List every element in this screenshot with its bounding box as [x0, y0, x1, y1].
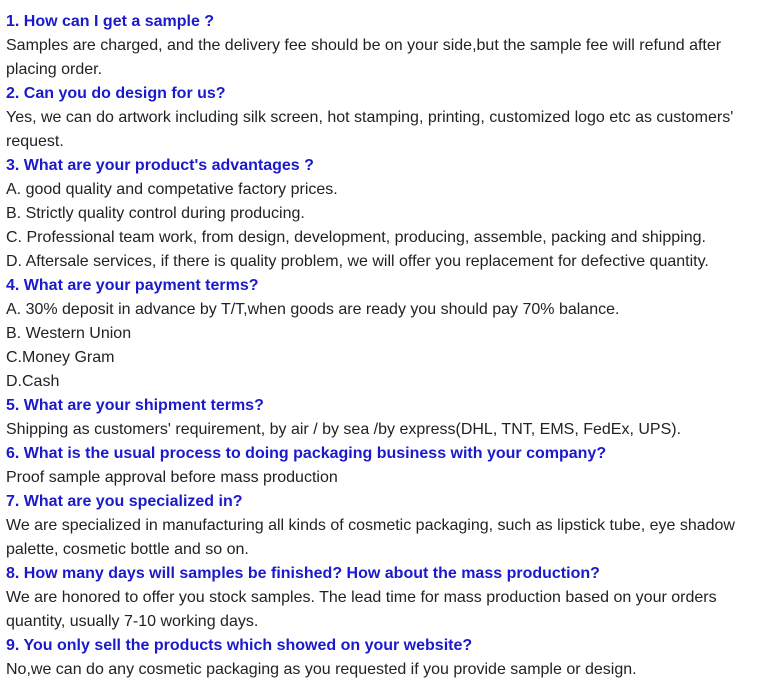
- faq-answer-line: B. Strictly quality control during producing.: [6, 205, 305, 222]
- faq-answer-line: C.Money Gram: [6, 349, 115, 366]
- faq-item-9: [6, 634, 765, 682]
- faq-item-6: [6, 442, 765, 490]
- faq-question: 3. What are your product's advantages ?: [6, 157, 314, 174]
- faq-item-1: [6, 10, 765, 82]
- faq-question: 9. You only sell the products which showed on your website?: [6, 637, 473, 654]
- faq-answer-line: Shipping as customers' requirement, by air / by sea /by express(DHL, TNT, EMS, FedEx, UPS).: [6, 421, 682, 438]
- faq-question: 2. Can you do design for us?: [6, 85, 226, 102]
- faq-question: 6. What is the usual process to doing packaging business with your company?: [6, 445, 607, 462]
- faq-question: 4. What are your payment terms?: [6, 277, 259, 294]
- faq-answer-line: D. Aftersale services, if there is quality problem, we will offer you replacement for defective quantity.: [6, 253, 709, 270]
- faq-item-5: [6, 394, 765, 442]
- faq-answer-line: We are specialized in manufacturing all kinds of cosmetic packaging, such as lipstick tube, eye shadow: [6, 517, 735, 534]
- faq-answer-line: Proof sample approval before mass production: [6, 469, 338, 486]
- faq-answer-line: palette, cosmetic bottle and so on.: [6, 541, 249, 558]
- faq-question: 1. How can I get a sample ?: [6, 13, 215, 30]
- faq-item-4: [6, 274, 765, 394]
- faq-answer-line: quantity, usually 7-10 working days.: [6, 613, 259, 630]
- faq-item-2: [6, 82, 765, 154]
- faq-answer-line: C. Professional team work, from design, development, producing, assemble, packing and shipping.: [6, 229, 706, 246]
- faq-item-8: [6, 562, 765, 634]
- faq-answer-line: D.Cash: [6, 373, 60, 390]
- faq-question: 7. What are you specialized in?: [6, 493, 243, 510]
- faq-answer-line: B. Western Union: [6, 325, 132, 342]
- faq-question: 5. What are your shipment terms?: [6, 397, 264, 414]
- faq-answer-line: A. good quality and competative factory prices.: [6, 181, 338, 198]
- faq-answer-line: Yes, we can do artwork including silk screen, hot stamping, printing, customized logo etc as customers': [6, 109, 734, 126]
- faq-answer-line: A. 30% deposit in advance by T/T,when goods are ready you should pay 70% balance.: [6, 301, 620, 318]
- faq-answer-line: placing order.: [6, 61, 103, 78]
- faq-answer-line: No,we can do any cosmetic packaging as you requested if you provide sample or design.: [6, 661, 637, 678]
- faq-item-3: [6, 154, 765, 274]
- faq-question: 8. How many days will samples be finished? How about the mass production?: [6, 565, 600, 582]
- faq-item-7: [6, 490, 765, 562]
- faq-answer-line: Samples are charged, and the delivery fee should be on your side,but the sample fee will refund after: [6, 37, 722, 54]
- faq-answer-line: request.: [6, 133, 64, 150]
- faq-answer-line: We are honored to offer you stock samples. The lead time for mass production based on your orders: [6, 589, 717, 606]
